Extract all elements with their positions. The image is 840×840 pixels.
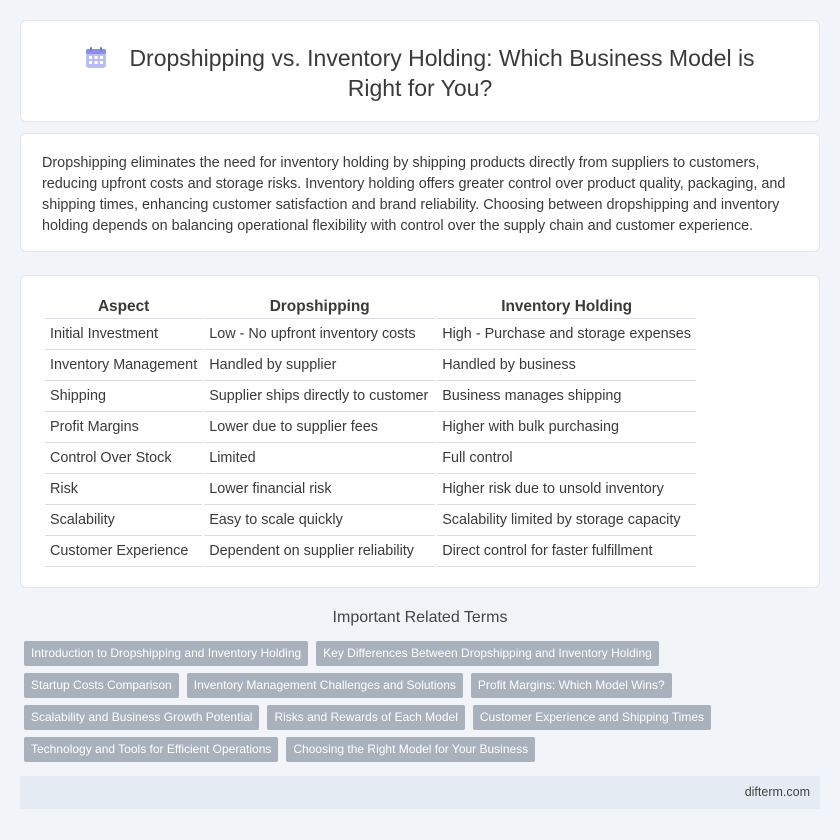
table-row bbox=[45, 350, 696, 381]
table-cell: Risk bbox=[45, 474, 202, 505]
related-term-tag[interactable]: Choosing the Right Model for Your Business bbox=[286, 737, 535, 762]
related-term-tag[interactable]: Technology and Tools for Efficient Operations bbox=[24, 737, 278, 762]
related-terms-heading: Important Related Terms bbox=[332, 609, 508, 626]
table-cell: Higher with bulk purchasing bbox=[437, 412, 696, 443]
comparison-table bbox=[43, 296, 698, 567]
table-cell: Control Over Stock bbox=[45, 443, 202, 474]
table-cell: Shipping bbox=[45, 381, 202, 412]
tag-row bbox=[24, 705, 719, 730]
column-header-aspect: Aspect bbox=[45, 296, 202, 319]
table-cell: High - Purchase and storage expenses bbox=[437, 319, 696, 350]
related-term-tag[interactable]: Profit Margins: Which Model Wins? bbox=[471, 673, 672, 698]
related-term-tag[interactable]: Startup Costs Comparison bbox=[24, 673, 179, 698]
related-term-tag[interactable]: Scalability and Business Growth Potential bbox=[24, 705, 259, 730]
table-cell: Dependent on supplier reliability bbox=[204, 536, 435, 567]
related-term-tag[interactable]: Risks and Rewards of Each Model bbox=[267, 705, 464, 730]
table-cell: Full control bbox=[437, 443, 696, 474]
related-term-tag[interactable]: Customer Experience and Shipping Times bbox=[473, 705, 711, 730]
table-row bbox=[45, 319, 696, 350]
page-title bbox=[21, 43, 819, 103]
table-cell: Lower financial risk bbox=[204, 474, 435, 505]
table-cell: Easy to scale quickly bbox=[204, 505, 435, 536]
tag-row bbox=[24, 737, 543, 762]
table-cell: Handled by supplier bbox=[204, 350, 435, 381]
table-row bbox=[45, 381, 696, 412]
comparison-card bbox=[20, 275, 820, 588]
tag-row bbox=[24, 641, 667, 666]
table-cell: Lower due to supplier fees bbox=[204, 412, 435, 443]
intro-card bbox=[20, 133, 820, 252]
table-cell: Higher risk due to unsold inventory bbox=[437, 474, 696, 505]
table-row bbox=[45, 412, 696, 443]
related-term-tag[interactable]: Key Differences Between Dropshipping and Inventory Holding bbox=[316, 641, 659, 666]
table-cell: Profit Margins bbox=[45, 412, 202, 443]
table-cell: Customer Experience bbox=[45, 536, 202, 567]
footer-site-link[interactable]: difterm.com bbox=[744, 785, 810, 799]
page-title-text: Dropshipping vs. Inventory Holding: Which Business Model is Right for You? bbox=[129, 45, 755, 101]
table-row bbox=[45, 536, 696, 567]
table-cell: Business manages shipping bbox=[437, 381, 696, 412]
related-term-tag[interactable]: Inventory Management Challenges and Solutions bbox=[187, 673, 463, 698]
table-cell: Limited bbox=[204, 443, 435, 474]
calendar-icon bbox=[85, 46, 107, 68]
table-cell: Low - No upfront inventory costs bbox=[204, 319, 435, 350]
table-cell: Supplier ships directly to customer bbox=[204, 381, 435, 412]
table-header-row bbox=[45, 296, 696, 319]
title-card bbox=[20, 20, 820, 122]
table-cell: Scalability bbox=[45, 505, 202, 536]
table-cell: Scalability limited by storage capacity bbox=[437, 505, 696, 536]
table-cell: Direct control for faster fulfillment bbox=[437, 536, 696, 567]
table-row bbox=[45, 505, 696, 536]
table-cell: Handled by business bbox=[437, 350, 696, 381]
table-row bbox=[45, 443, 696, 474]
intro-paragraph: Dropshipping eliminates the need for inventory holding by shipping products directly from suppliers to customers, reducing upfront costs and storage risks. Inventory holding offers greater control over product quality, packaging, and shipping times, enhancing customer satisfaction and brand reliability. Choosing between dropshipping and inventory holding depends on balancing operational flexibility with control over the supply chain and customer experience. bbox=[42, 155, 786, 234]
footer-bar bbox=[20, 776, 820, 809]
related-term-tag[interactable]: Introduction to Dropshipping and Inventory Holding bbox=[24, 641, 308, 666]
table-cell: Initial Investment bbox=[45, 319, 202, 350]
column-header-dropshipping: Dropshipping bbox=[204, 296, 435, 319]
column-header-inventory-holding: Inventory Holding bbox=[437, 296, 696, 319]
table-cell: Inventory Management bbox=[45, 350, 202, 381]
table-row bbox=[45, 474, 696, 505]
tag-row bbox=[24, 673, 680, 698]
